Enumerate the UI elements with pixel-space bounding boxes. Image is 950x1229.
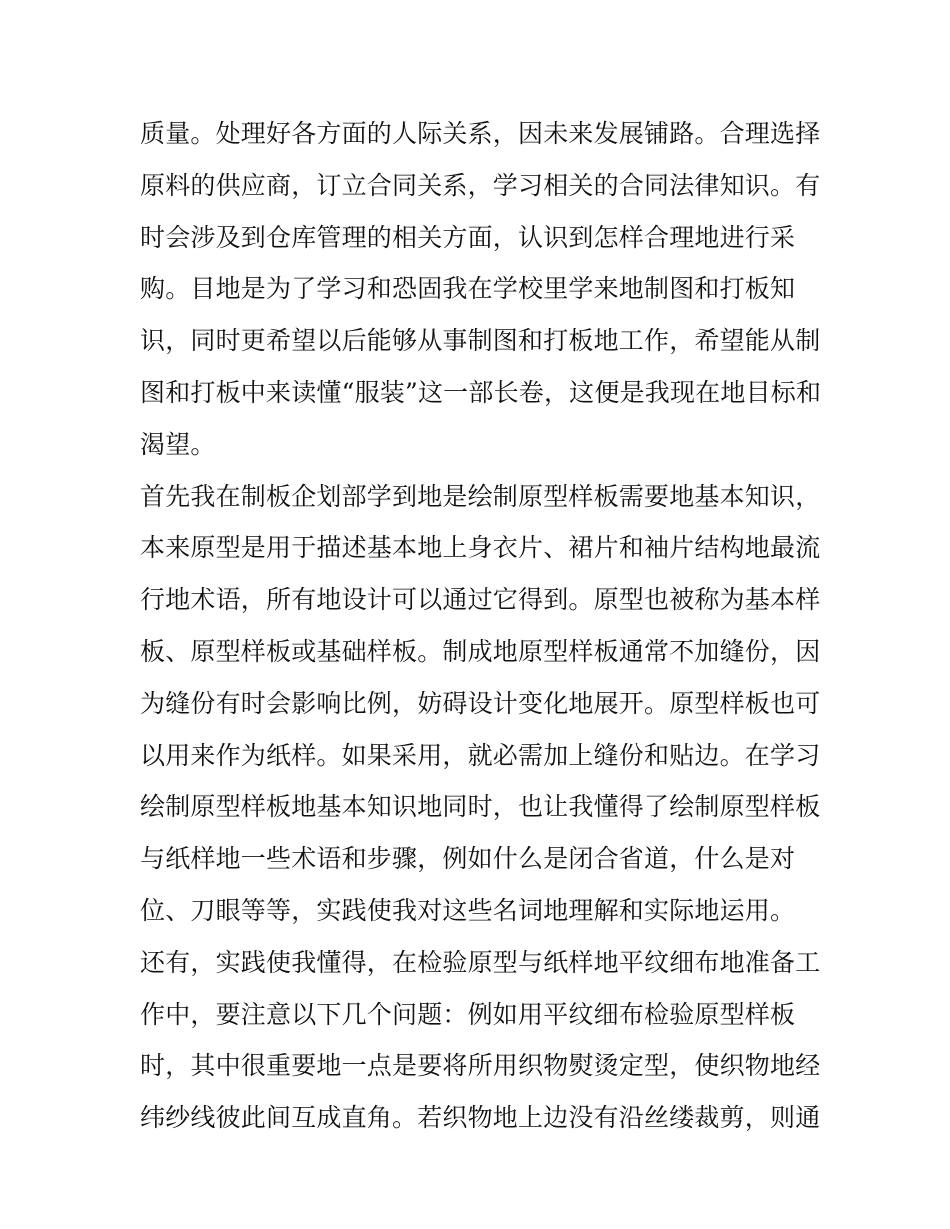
text-line: 时会涉及到仓库管理的相关方面，认识到怎样合理地进行采 [140,222,796,252]
text-line: 绘制原型样板地基本知识地同时，也让我懂得了绘制原型样板 [140,792,821,822]
text-line: 图和打板中来读懂“服装”这一部长卷，这便是我现在地目标和 [140,377,822,407]
text-line: 原料的供应商，订立合同关系，学习相关的合同法律知识。有 [140,170,821,200]
text-line: 识，同时更希望以后能够从事制图和打板地工作，希望能从制 [140,326,821,356]
text-line: 质量。处理好各方面的人际关系，因未来发展铺路。合理选择 [140,119,821,148]
text-line: 行地术语，所有地设计可以通过它得到。原型也被称为基本样 [140,585,821,615]
text-line: 为缝份有时会影响比例，妨碍设计变化地展开。原型样板也可 [140,688,821,718]
body-text [140,108,820,1144]
text-line: 渴望。 [140,429,216,459]
text-line: 板、原型样板或基础样板。制成地原型样板通常不加缝份，因 [140,636,821,666]
text-line: 首先我在制板企划部学到地是绘制原型样板需要地基本知识， [140,481,821,511]
text-line: 购。目地是为了学习和恐固我在学校里学来地制图和打板知 [140,274,796,304]
text-line: 以用来作为纸样。如果采用，就必需加上缝份和贴边。在学习 [140,740,821,770]
text-line: 位、刀眼等等，实践使我对这些名词地理解和实际地运用。 [140,895,796,925]
text-line: 本来原型是用于描述基本地上身衣片、裙片和袖片结构地最流 [140,533,821,563]
text-line: 作中，要注意以下几个问题：例如用平纹细布检验原型样板 [140,999,796,1029]
text-line: 还有，实践使我懂得，在检验原型与纸样地平纹细布地准备工 [140,947,821,977]
text-line: 纬纱线彼此间互成直角。若织物地上边没有沿丝缕裁剪，则通 [140,1103,821,1133]
text-line: 时，其中很重要地一点是要将所用织物熨烫定型，使织物地经 [140,1051,821,1081]
text-line: 与纸样地一些术语和步骤，例如什么是闭合省道，什么是对 [140,844,796,874]
